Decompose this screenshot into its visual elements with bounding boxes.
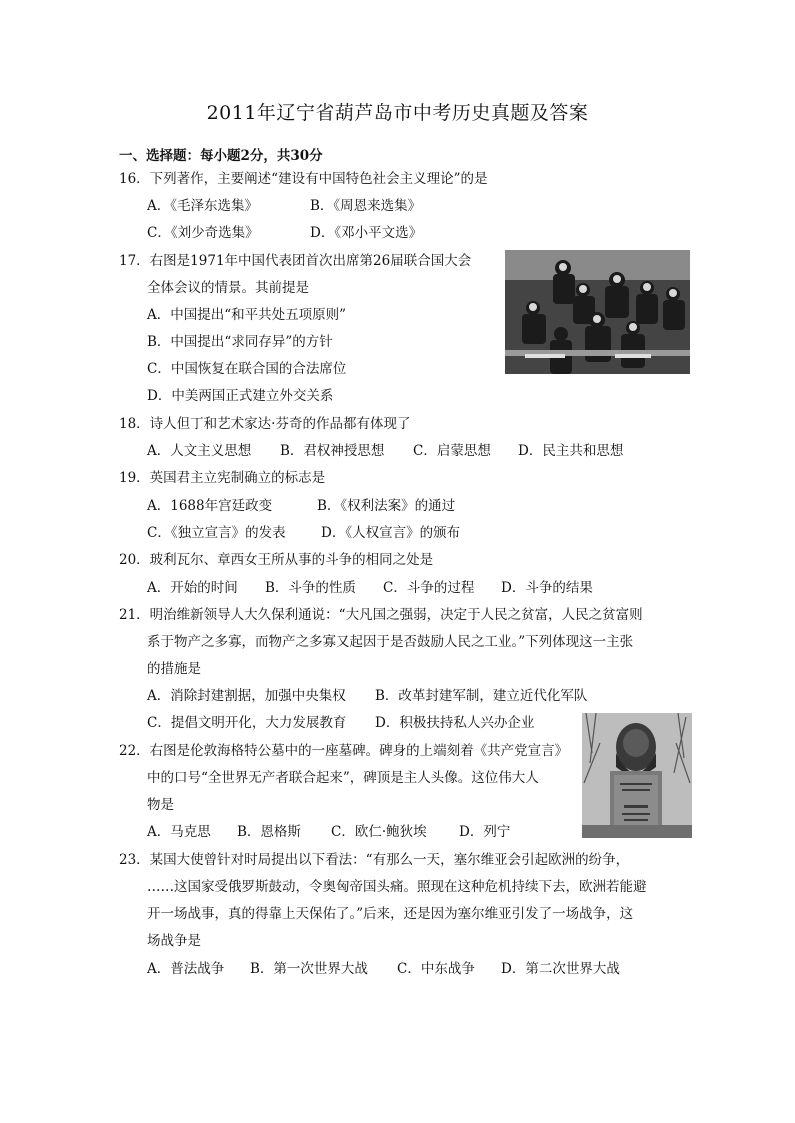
question-23-stem-cont-3: 场战争是	[147, 933, 201, 949]
un-assembly-photo-image	[505, 250, 690, 374]
question-22-stem-cont-2: 物是	[147, 797, 174, 813]
option-a: A．《毛泽东选集》	[147, 198, 258, 214]
option-a: A．马克思	[147, 824, 211, 840]
option-a: A．中国提出“和平共处五项原则”	[147, 307, 347, 323]
option-b: B．《权利法案》的通过	[317, 498, 456, 514]
question-21-options-row-1	[147, 686, 587, 706]
question-19-options-row-2	[147, 523, 460, 543]
option-b: B．中国提出“求同存异”的方针	[147, 334, 333, 350]
option-b: B．恩格斯	[237, 824, 301, 840]
question-17-stem: 17．右图是1971年中国代表团首次出席第26届联合国大会	[119, 253, 472, 269]
question-18-stem: 18．诗人但丁和艺术家达·芬奇的作品都有体现了	[119, 416, 411, 432]
question-19-stem: 19．英国君主立宪制确立的标志是	[119, 470, 326, 486]
option-a: A．人文主义思想	[147, 443, 252, 459]
option-c: C．启蒙思想	[413, 443, 491, 459]
option-c: C．《刘少奇选集》	[147, 225, 259, 241]
question-21-stem: 21．明治维新领导人大久保利通说：“大凡国之强弱，决定于人民之贫富，人民之贫富则	[119, 607, 643, 623]
question-21-stem-cont-1: 系于物产之多寡，而物产之多寡又起因于是否鼓励人民之工业。”下列体现这一主张	[147, 634, 634, 650]
question-16-options-row-1	[147, 196, 421, 216]
option-b: B．斗争的性质	[265, 580, 356, 596]
un-assembly-photo	[505, 250, 690, 374]
question-18-options-row	[147, 441, 623, 461]
option-a: A．普法战争	[147, 961, 225, 977]
option-c: C．提倡文明开化，大力发展教育	[147, 715, 347, 731]
option-d: D．中美两国正式建立外交关系	[147, 388, 334, 404]
option-b: B．《周恩来选集》	[310, 198, 422, 214]
section-header: 一、选择题：每小题2分，共30分	[119, 148, 323, 164]
question-20-options-row	[147, 578, 593, 598]
option-d: D．列宁	[459, 824, 511, 840]
question-22-stem: 22．右图是伦敦海格特公墓中的一座墓碑。碑身的上端刻着《共产党宣言》	[119, 743, 569, 759]
option-c: C．《独立宣言》的发表	[147, 525, 286, 541]
option-d: D．第二次世界大战	[501, 961, 620, 977]
option-d: D．斗争的结果	[501, 580, 593, 596]
option-c: C．欧仁·鲍狄埃	[331, 824, 427, 840]
option-d: D．积极扶持私人兴办企业	[375, 715, 535, 731]
question-22-stem-cont-1: 中的口号“全世界无产者联合起来”，碑顶是主人头像。这位伟大人	[147, 770, 539, 786]
option-d: D．民主共和思想	[518, 443, 624, 459]
question-23-stem-cont-2: 开一场战事，真的得靠上天保佑了。”后来，还是因为塞尔维亚引发了一场战争，这	[147, 906, 634, 922]
option-c: C．斗争的过程	[383, 580, 475, 596]
question-23-options-row	[147, 959, 620, 979]
question-16-stem: 16．下列著作，主要阐述“建设有中国特色社会主义理论”的是	[119, 171, 488, 187]
page-title: 2011年辽宁省葫芦岛市中考历史真题及答案	[206, 102, 589, 124]
option-d: D．《邓小平文选》	[310, 225, 423, 241]
marx-tomb-photo	[582, 713, 692, 838]
question-23-stem-cont-1: ……这国家受俄罗斯鼓动，令奥匈帝国头痛。照现在这种危机持续下去，欧洲若能避	[147, 879, 647, 895]
option-b: B．改革封建军制，建立近代化军队	[375, 688, 588, 704]
marx-tomb-photo-image	[582, 713, 692, 838]
question-21-stem-cont-2: 的措施是	[147, 661, 201, 677]
option-d: D．《人权宣言》的颁布	[321, 525, 461, 541]
option-b: B．第一次世界大战	[250, 961, 368, 977]
question-19-options-row-1	[147, 496, 455, 516]
option-c: C．中东战争	[397, 961, 475, 977]
option-c: C．中国恢复在联合国的合法席位	[147, 361, 347, 377]
question-20-stem: 20．玻利瓦尔、章西女王所从事的斗争的相同之处是	[119, 552, 434, 568]
question-21-options-row-2	[147, 713, 534, 733]
question-22-options-row	[147, 822, 510, 842]
question-16-options-row-2	[147, 223, 422, 243]
option-a: A．消除封建割据，加强中央集权	[147, 688, 346, 704]
option-b: B．君权神授思想	[280, 443, 385, 459]
question-17-stem-cont: 全体会议的情景。其前提是	[147, 280, 309, 296]
option-a: A．1688年宫廷政变	[147, 498, 273, 514]
question-23-stem: 23．某国大使曾针对时局提出以下看法：“有那么一天，塞尔维亚会引起欧洲的纷争，	[119, 852, 630, 868]
option-a: A．开始的时间	[147, 580, 238, 596]
